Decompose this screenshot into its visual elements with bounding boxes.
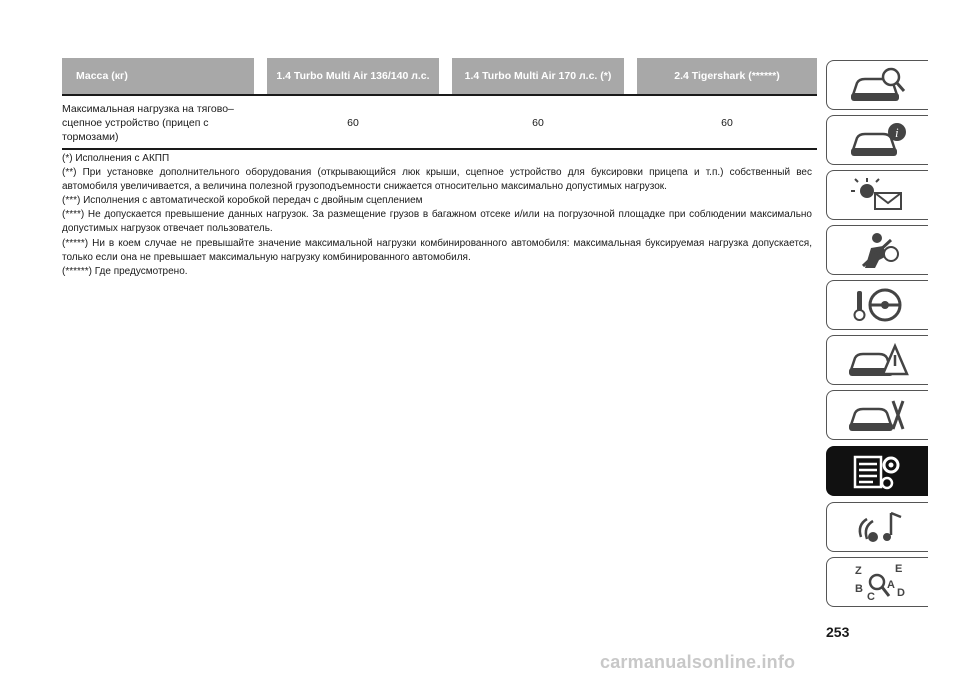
index-abc-icon (847, 562, 909, 602)
tab-dashboard[interactable] (826, 60, 928, 110)
tab-index[interactable] (826, 557, 928, 607)
technical-data-icon (847, 451, 909, 491)
airbag-person-icon (847, 230, 909, 270)
row-value-2: 60 (532, 117, 544, 129)
tab-warning-lights[interactable] (826, 170, 928, 220)
footnote-2: (**) При установке дополнительного оборудования (открывающийся люк крыши, сцепное устройство для буксировки прицепа и т.п.) собственный вес автомобиля увеличивается, а величина полезной грузоподъемности снижается относительно максимально допустимых нагрузок. (62, 167, 812, 193)
tab-emergency[interactable] (826, 335, 928, 385)
header-engine-136-140: 1.4 Turbo Multi Air 136/140 л.с. (267, 58, 439, 94)
footnote-4: (****) Не допускается превышение данных нагрузок. За размещение грузов в багажном отсеке и/или на погрузочной площадке при соблюдении максимально допустимых нагрузок отвечает пользователь. (62, 209, 812, 235)
footnote-3: (***) Исполнения с автоматической коробкой передач с двойным сцеплением (62, 195, 423, 207)
svg-text:E: E (894, 563, 902, 575)
header-mass: Масса (кг) (62, 58, 254, 94)
tab-safety[interactable] (826, 225, 928, 275)
car-dashboard-icon (847, 65, 909, 105)
weights-table (62, 58, 817, 154)
table-row (62, 102, 817, 154)
tab-maintenance[interactable] (826, 390, 928, 440)
footnote-1: (*) Исполнения с АКПП (62, 153, 170, 164)
tab-car-info[interactable] (826, 115, 928, 165)
svg-text:A: A (886, 579, 895, 591)
car-info-icon (847, 120, 909, 160)
car-emergency-icon (847, 340, 909, 380)
multimedia-icon (847, 507, 909, 547)
row-value-1: 60 (347, 117, 359, 129)
header-engine-170: 1.4 Turbo Multi Air 170 л.с. (*) (452, 58, 624, 94)
svg-text:i: i (894, 125, 899, 140)
tab-starting-driving[interactable] (826, 280, 928, 330)
svg-text:Z: Z (854, 565, 862, 577)
header-engine-tigershark: 2.4 Tigershark (******) (637, 58, 817, 94)
footnote-5: (*****) Ни в коем случае не превышайте значение максимальной нагрузки комбинированного автомобиля: максимальная буксируемая нагрузка допускается, только если она не превышает максимальную нагрузку комбинированного автомобиля. (62, 237, 812, 263)
svg-text:C: C (866, 591, 875, 602)
page-number: 253 (826, 624, 850, 640)
table-header (62, 58, 817, 94)
svg-text:B: B (854, 583, 863, 595)
row-label: Максимальная нагрузка на тягово–сцепное устройство (прицеп с тормозами) (62, 103, 234, 143)
table-bottom-divider (62, 148, 817, 150)
steering-wheel-key-icon (847, 285, 909, 325)
car-maintenance-icon (847, 395, 909, 435)
footnotes (62, 152, 812, 279)
row-value-3: 60 (721, 117, 733, 129)
watermark: carmanualsonline.info (600, 652, 796, 672)
tab-multimedia[interactable] (826, 502, 928, 552)
warning-lights-icon (847, 175, 909, 215)
header-divider (62, 94, 817, 96)
tab-technical-data[interactable] (826, 446, 928, 496)
svg-text:D: D (896, 587, 905, 599)
footnote-6: (******) Где предусмотрено. (62, 265, 188, 277)
